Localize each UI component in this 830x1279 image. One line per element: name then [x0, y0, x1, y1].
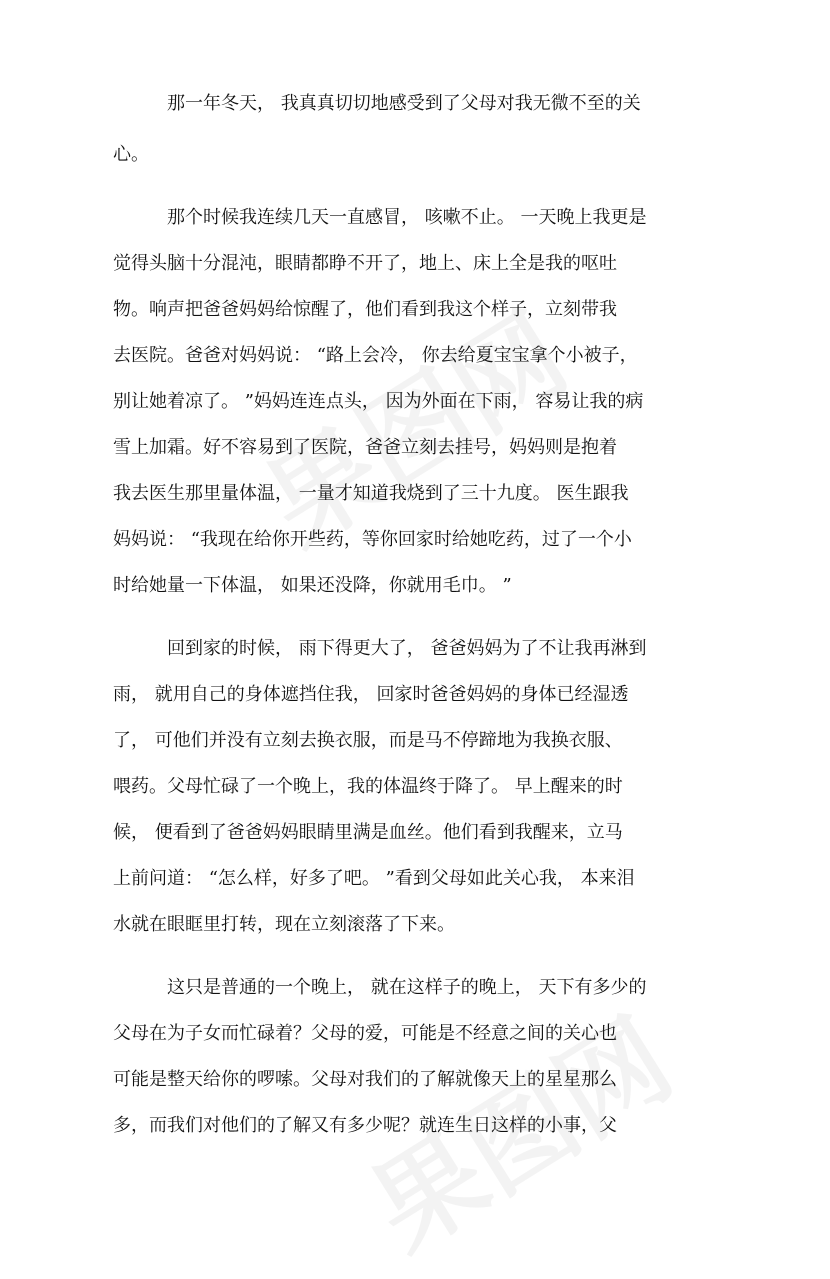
- paragraph-line: 我去医生那里量体温， 一量才知道我烧到了三十九度。 医生跟我: [113, 483, 629, 504]
- paragraph-line: 上前问道： “怎么样，好多了吧。 ”看到父母如此关心我， 本来泪: [113, 868, 635, 889]
- paragraph-line: 候， 便看到了爸爸妈妈眼睛里满是血丝。他们看到我醒来，立马: [113, 822, 623, 843]
- paragraph-line: 回到家的时候， 雨下得更大了， 爸爸妈妈为了不让我再淋到: [167, 638, 647, 659]
- paragraph-line: 多，而我们对他们的了解又有多少呢？就连生日这样的小事，父: [113, 1115, 617, 1136]
- paragraph-line: 妈妈说： “我现在给你开些药，等你回家时给她吃药，过了一个小: [113, 529, 632, 550]
- paragraph-line: 了， 可他们并没有立刻去换衣服，而是马不停蹄地为我换衣服、: [113, 730, 623, 751]
- paragraph-line: 那个时候我连续几天一直感冒， 咳嗽不止。 一天晚上我更是: [167, 207, 647, 228]
- paragraph-line: 雪上加霜。好不容易到了医院，爸爸立刻去挂号，妈妈则是抱着: [113, 437, 617, 458]
- paragraph-line: 可能是整天给你的啰嗦。父母对我们的了解就像天上的星星那么: [113, 1069, 617, 1090]
- paragraph-line: 雨， 就用自己的身体遮挡住我， 回家时爸爸妈妈的身体已经湿透: [113, 684, 629, 705]
- paragraph-line: 那一年冬天， 我真真切切地感受到了父母对我无微不至的关: [167, 93, 641, 114]
- paragraph-line: 物。响声把爸爸妈妈给惊醒了，他们看到我这个样子，立刻带我: [113, 299, 617, 320]
- paragraph-line: 别让她着凉了。 ”妈妈连连点头， 因为外面在下雨， 容易让我的病: [113, 391, 644, 412]
- paragraph-line: 父母在为子女而忙碌着？父母的爱，可能是不经意之间的关心也: [113, 1023, 617, 1044]
- paragraph-line: 喂药。父母忙碌了一个晚上，我的体温终于降了。 早上醒来的时: [113, 776, 623, 797]
- paragraph-line: 这只是普通的一个晚上， 就在这样子的晚上， 天下有多少的: [167, 977, 647, 998]
- paragraph-line: 心。: [113, 144, 149, 165]
- paragraph-line: 时给她量一下体温， 如果还没降，你就用毛巾。 ”: [113, 575, 512, 596]
- paragraph-line: 水就在眼眶里打转，现在立刻滚落了下来。: [113, 914, 455, 935]
- paragraph-line: 去医院。爸爸对妈妈说： “路上会冷， 你去给夏宝宝拿个小被子，: [113, 345, 638, 366]
- paragraph-line: 觉得头脑十分混沌，眼睛都睁不开了，地上、床上全是我的呕吐: [113, 253, 617, 274]
